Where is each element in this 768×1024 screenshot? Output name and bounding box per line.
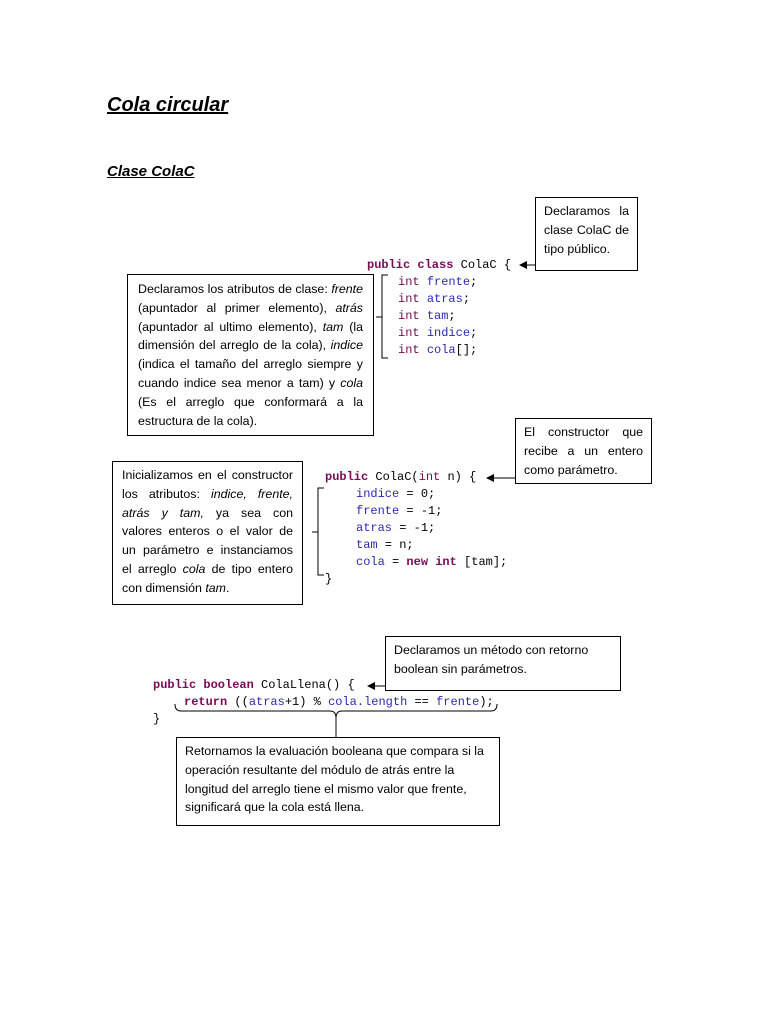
code-assign-tam <box>356 537 414 554</box>
code-op: = <box>377 538 400 552</box>
code-type: int <box>428 555 457 569</box>
code-type: int <box>398 309 420 323</box>
text-italic: indice, frente, atrás y tam, <box>122 486 293 520</box>
note-initialization-text <box>122 466 293 598</box>
note-method <box>385 636 621 691</box>
text-run: (la dimensión del arreglo de la cola), <box>138 319 363 353</box>
code-ctor-name: ColaC( <box>368 470 419 484</box>
code-class-declaration <box>367 257 511 274</box>
text-run: de tipo entero con dimensión <box>122 561 293 595</box>
code-var: frente <box>436 695 480 709</box>
text-run: . <box>226 580 230 595</box>
code-field-name: indice <box>426 326 471 340</box>
code-field-name: tam <box>426 309 449 323</box>
code-type: int <box>398 292 420 306</box>
code-brace: { <box>503 258 512 272</box>
text-run: (indica el tamaño del arreglo siempre y cuando indice sea menor a tam) y <box>138 357 363 390</box>
code-brace: } <box>153 712 161 726</box>
code-class-name: ColaC <box>453 258 504 272</box>
code-semicolon: ; <box>428 487 436 501</box>
code-expr: (( <box>227 695 249 709</box>
code-assign-frente <box>356 503 442 520</box>
code-var: atras <box>356 521 393 535</box>
code-var: cola <box>356 555 385 569</box>
code-constructor-signature <box>325 469 476 486</box>
code-method-signature <box>153 677 355 694</box>
text-run: Inicializamos en el constructor los atributos: <box>122 468 293 501</box>
note-return <box>176 737 500 826</box>
code-return-statement <box>184 694 494 711</box>
code-semicolon: ; <box>428 521 436 535</box>
code-expr: ); <box>479 695 494 709</box>
code-keyword: new <box>406 555 429 569</box>
code-var: frente <box>356 504 400 518</box>
code-op: = <box>392 521 414 535</box>
note-constructor <box>515 418 652 484</box>
note-attributes-text <box>138 280 363 430</box>
code-keyword: public class <box>367 258 454 272</box>
code-var: cola.length <box>328 695 408 709</box>
text-italic: atrás <box>335 300 363 315</box>
code-op: = <box>399 487 421 501</box>
code-assign-cola <box>356 554 507 571</box>
text-run: (Es el arreglo que conformará a la estructura de la cola). <box>138 394 363 428</box>
text-italic: cola <box>182 561 206 576</box>
code-ctor-param: n) { <box>440 470 477 484</box>
text-italic: cola <box>340 375 363 390</box>
code-var: atras <box>248 695 285 709</box>
code-brace: } <box>325 572 333 586</box>
code-field-indice <box>398 325 477 342</box>
code-type: int <box>398 326 420 340</box>
code-value: 0 <box>420 487 429 501</box>
note-constructor-text: El constructor que recibe a un entero como parámetro. <box>524 425 643 477</box>
code-keyword: return <box>184 695 228 709</box>
note-class-declaration <box>535 197 638 271</box>
code-op: = <box>384 555 407 569</box>
text-run: Declaramos los atributos de clase: <box>138 282 332 296</box>
code-semicolon: ; <box>470 326 478 340</box>
text-italic: tam <box>205 580 226 595</box>
text-italic: indice <box>330 338 363 353</box>
note-method-text: Declaramos un método con retorno boolean sin parámetros. <box>394 643 589 676</box>
code-semicolon: ; <box>448 309 456 323</box>
code-field-name: frente <box>426 275 471 289</box>
text-italic: tam <box>322 319 344 334</box>
text-run: ya sea con valores enteros o el valor de un parámetro e instanciamos el arreglo <box>122 505 293 576</box>
code-field-frente <box>398 274 477 291</box>
code-field-atras <box>398 291 470 308</box>
code-assign-atras <box>356 520 435 537</box>
code-op: = <box>399 504 421 518</box>
note-class-declaration-text: Declaramos la clase ColaC de tipo público. <box>544 204 629 256</box>
code-method-name: ColaLlena() { <box>253 678 355 692</box>
code-assign-indice <box>356 486 435 503</box>
code-type: int <box>398 275 420 289</box>
code-value: -1 <box>420 504 436 518</box>
code-type: int <box>398 343 420 357</box>
code-semicolon: ; <box>406 538 414 552</box>
note-return-text: Retornamos la evaluación booleana que compara si la operación resultante del módulo de atrás entre la longitud del arreglo tiene el mismo valor que frente, significará que la cola está llena. <box>185 744 484 815</box>
code-keyword: public <box>325 470 369 484</box>
page-title: Cola circular <box>107 94 229 116</box>
code-keyword: public boolean <box>153 678 254 692</box>
code-semicolon: ; <box>462 292 471 306</box>
note-initialization <box>112 461 303 605</box>
code-array-suffix: []; <box>455 343 478 357</box>
code-semicolon: ; <box>470 275 478 289</box>
text-run: (apuntador al primer elemento), <box>138 300 336 315</box>
code-constructor-close <box>325 571 332 588</box>
code-type: int <box>418 470 441 484</box>
code-method-close <box>153 711 160 728</box>
code-var: indice <box>356 487 400 501</box>
note-attributes <box>127 274 374 436</box>
code-value: -1 <box>413 521 429 535</box>
code-field-name: atras <box>426 292 463 306</box>
code-expr: +1) % <box>284 695 329 709</box>
code-field-name: cola <box>426 343 456 357</box>
code-field-tam <box>398 308 456 325</box>
code-field-cola <box>398 342 477 359</box>
section-title: Clase ColaC <box>107 163 195 180</box>
code-array-size: [tam]; <box>456 555 508 569</box>
text-italic: frente <box>331 282 363 296</box>
code-value: n <box>399 538 407 552</box>
code-expr: == <box>407 695 437 709</box>
text-run: (apuntador al ultimo elemento), <box>138 319 323 334</box>
code-semicolon: ; <box>435 504 443 518</box>
code-var: tam <box>356 538 378 552</box>
